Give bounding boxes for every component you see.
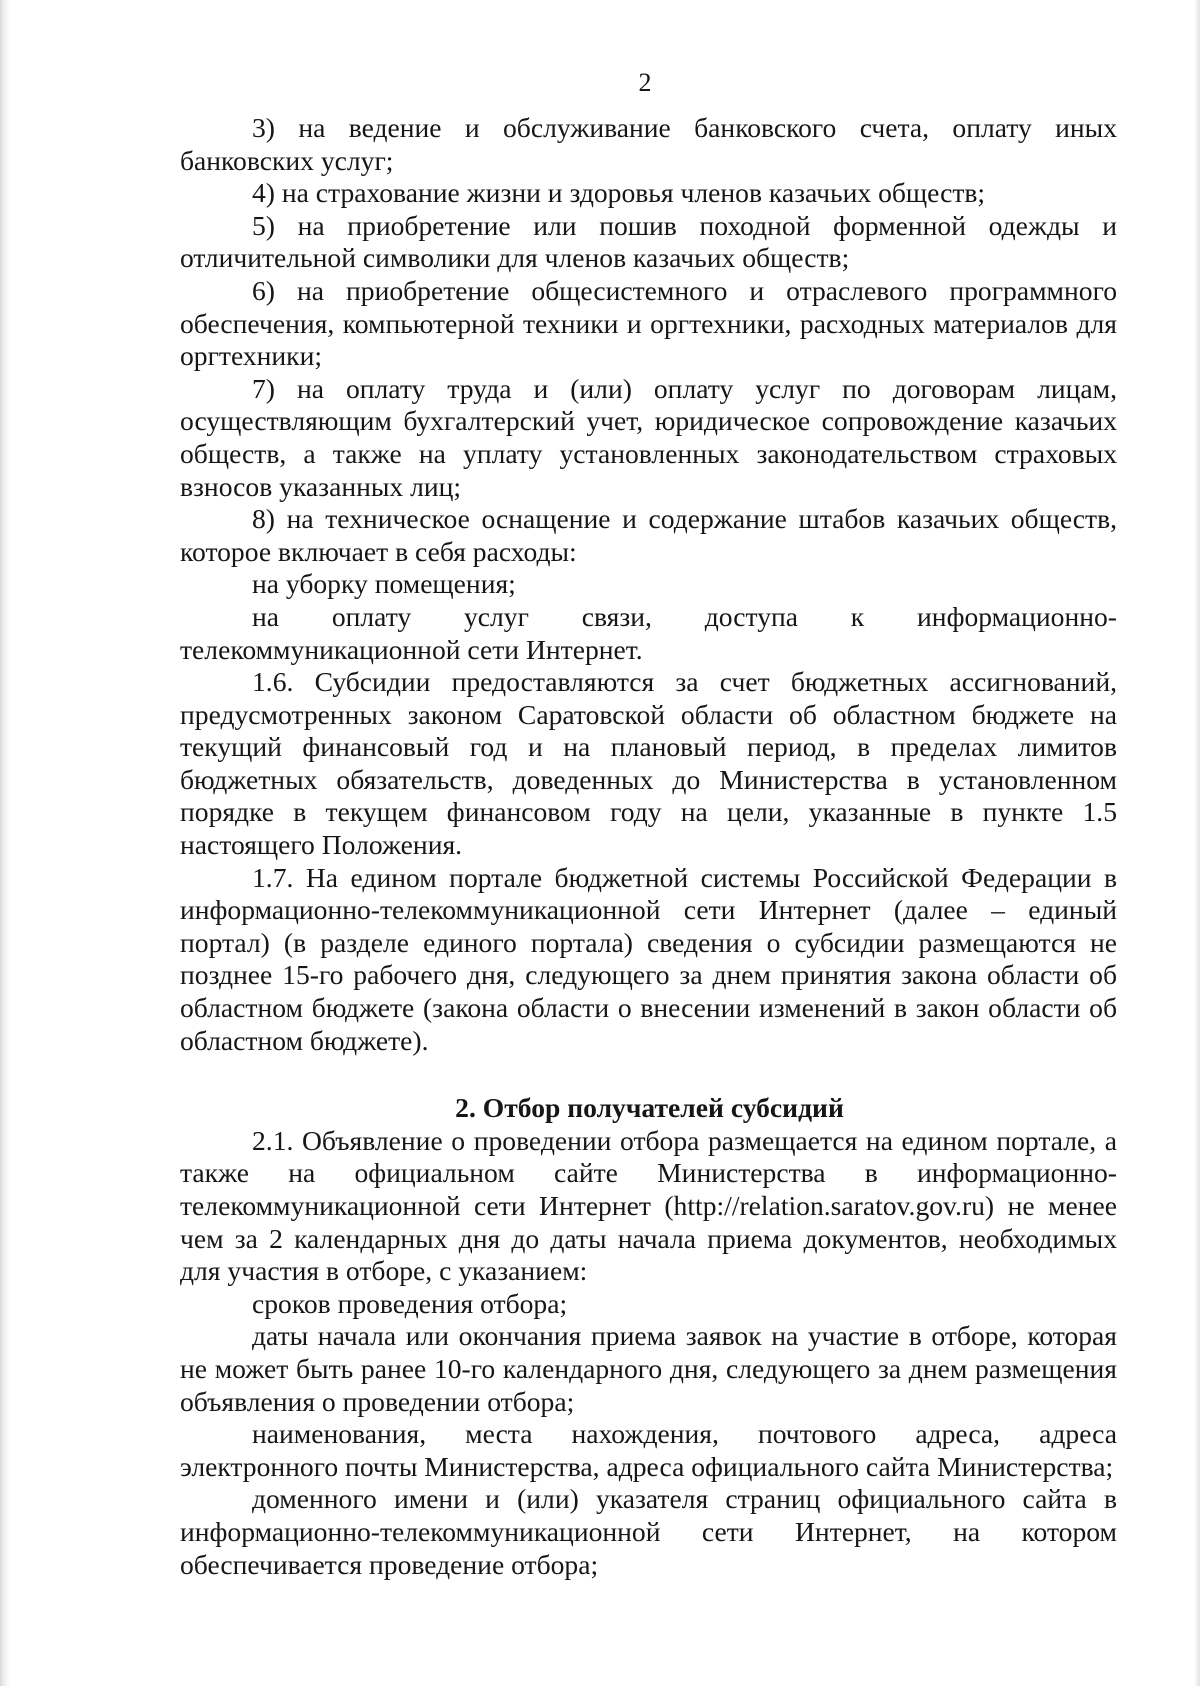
paragraph-domain-name: доменного имени и (или) указателя страниц официального сайта в информационно-телекоммуникационной сети Интернет, на котором обеспечивается проведение отбора;	[180, 1483, 1117, 1580]
paragraph-ministry-contacts: наименования, места нахождения, почтового адреса, адреса электронного почты Министерства, адреса официального сайта Министерства;	[180, 1418, 1117, 1482]
paragraph-item-3: 3) на ведение и обслуживание банковского счета, оплату иных банковских услуг;	[180, 112, 1117, 176]
document-body	[180, 112, 1117, 1581]
paragraph-1-6: 1.6. Субсидии предоставляются за счет бюджетных ассигнований, предусмотренных законом Саратовской области об областном бюджете на текущий финансовый год и на плановый период, в пределах лимитов бюджетных обязательств, доведенных до Министерства в установленном порядке в текущем финансовом году на цели, указанные в пункте 1.5 настоящего Положения.	[180, 666, 1117, 861]
scan-left-edge	[0, 0, 10, 1686]
paragraph-item-4: 4) на страхование жизни и здоровья членов казачьих обществ;	[252, 177, 986, 209]
paragraph-item-6: 6) на приобретение общесистемного и отраслевого программного обеспечения, компьютерной техники и оргтехники, расходных материалов для оргтехники;	[180, 274, 1117, 372]
paragraph-item-8: 8) на техническое оснащение и содержание штабов казачьих обществ, которое включает в себя расходы:	[180, 503, 1117, 567]
paragraph-cleaning: на уборку помещения;	[252, 568, 516, 600]
page-number: 2	[638, 68, 652, 97]
paragraph-application-dates: даты начала или окончания приема заявок на участие в отборе, которая не может быть ранее 10-го календарного дня, следующего за днем размещения объявления о проведении отбора;	[180, 1320, 1117, 1417]
paragraph-1-7: 1.7. На едином портале бюджетной системы Российской Федерации в информационно-телекоммуникационной сети Интернет (далее – единый портал) (в разделе единого портала) сведения о субсидии размещаются не позднее 15-го рабочего дня, следующего за днем принятия закона области об областном бюджете (закона области о внесении изменений в закон области об областном бюджете).	[180, 861, 1117, 1056]
paragraph-item-5: 5) на приобретение или пошив походной форменной одежды и отличительной символики для членов казачьих обществ;	[180, 209, 1117, 274]
paragraph-item-7: 7) на оплату труда и (или) оплату услуг по договорам лицам, осуществляющим бухгалтерский учет, юридическое сопровождение казачьих обществ, а также на уплату установленных законодательством страховых взносов указанных лиц;	[180, 372, 1117, 502]
scan-right-edge	[1194, 0, 1200, 1686]
paragraph-2-1: 2.1. Объявление о проведении отбора размещается на едином портале, а также на официальном сайте Министерства в информационно-телекоммуникационной сети Интернет (http://relation.saratov.gov.ru) не менее чем за 2 календарных дня до даты начала приема документов, необходимых для участия в отборе, с указанием:	[180, 1124, 1117, 1287]
section-heading: 2. Отбор получателей субсидий	[455, 1092, 844, 1124]
paragraph-selection-terms: сроков проведения отбора;	[252, 1287, 568, 1319]
paragraph-communications: на оплату услуг связи, доступа к информационно-телекоммуникационной сети Интернет.	[180, 600, 1117, 665]
